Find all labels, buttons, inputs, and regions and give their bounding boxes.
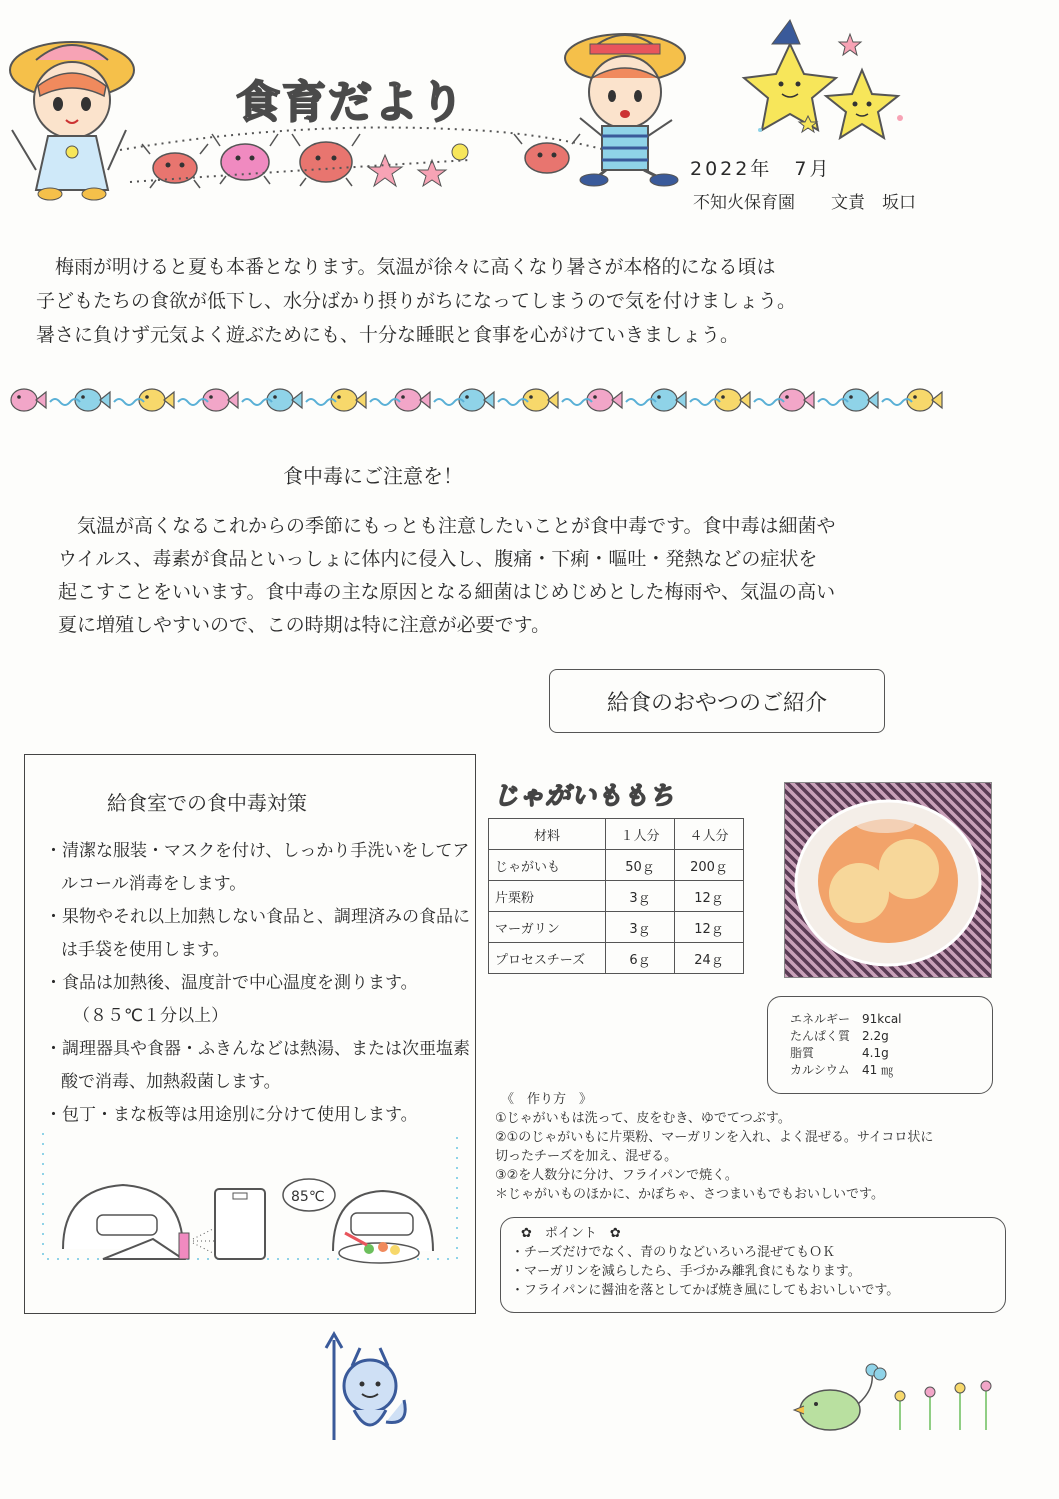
nutrition-label: カルシウム	[790, 1063, 850, 1077]
nutrition-row	[790, 1045, 992, 1062]
cooks-illustration	[33, 1129, 467, 1309]
author-credit: 文責 坂口	[831, 193, 916, 213]
recipe-method	[495, 1090, 1005, 1204]
boy-character-illustration	[565, 34, 685, 186]
food-poisoning-title: 食中毒にご注意を！	[283, 464, 463, 488]
intro-line: 子どもたちの食欲が低下し、水分ばかり摂りがちになってしまうので気を付けましょう。	[36, 290, 797, 312]
table-cell: マーガリン	[489, 912, 606, 943]
table-row	[489, 912, 744, 943]
paragraph-line: 夏に増殖しやすいので、この時期は特に注意が必要です。	[58, 614, 551, 636]
newsletter-title: 食育だより	[236, 77, 466, 128]
issue-date: 2022年 7月	[690, 158, 832, 180]
measure-text: 食品は加熱後、温度計で中心温度を測ります。	[62, 973, 418, 993]
table-row	[489, 943, 744, 974]
snack-intro-heading: 給食のおやつのご紹介	[549, 669, 885, 733]
tips-title: ✿ ポイント ✿	[521, 1226, 621, 1241]
tip-item: ・マーガリンを減らしたら、手づかみ離乳食にもなります。	[511, 1264, 861, 1279]
list-item	[41, 835, 471, 901]
fish-border-divider	[10, 380, 985, 420]
nutrition-label: エネルギー	[790, 1012, 851, 1026]
paragraph-line: 気温が高くなるこれからの季節にもっとも注意したいことが食中毒です。食中毒は細菌や	[58, 515, 836, 537]
method-step: 切ったチーズを加え、混ぜる。	[495, 1149, 678, 1164]
nutrition-value: 4.1g	[862, 1046, 889, 1060]
nutrition-value: 91kcal	[862, 1012, 902, 1026]
method-title: 《 作り方 》	[501, 1092, 593, 1107]
nutrition-row	[790, 1028, 992, 1045]
intro-line: 暑さに負けず元気よく遊ぶためにも、十分な睡眠と食事を心がけていきましょう。	[36, 324, 740, 346]
tip-item: ・チーズだけでなく、青のりなどいろいろ混ぜてもＯＫ	[511, 1245, 836, 1260]
list-item	[41, 967, 471, 1033]
food-poisoning-paragraph	[58, 510, 998, 642]
measures-list	[41, 835, 471, 1132]
table-cell: 12ｇ	[675, 881, 744, 912]
method-step: ＊じゃがいものほかに、かぼちゃ、さつまいもでもおいしいです。	[495, 1187, 884, 1202]
nutrition-box	[767, 996, 993, 1094]
paragraph-line: ウイルス、毒素が食品といっしょに体内に侵入し、腹痛・下痢・嘔吐・発熱などの症状を	[58, 548, 818, 570]
issuer-line	[693, 188, 916, 213]
measure-text: 調理器具や食器・ふきんなどは熱湯、または次亜塩素酸で消毒、加熱殺菌します。	[61, 1039, 470, 1092]
table-cell: 6ｇ	[606, 943, 675, 974]
list-item	[41, 1099, 471, 1132]
table-cell: じゃがいも	[489, 850, 606, 881]
snack-photo	[784, 782, 992, 978]
measure-text: 果物やそれ以上加熱しない食品と、調理済みの食品には手袋を使用します。	[61, 907, 470, 960]
nutrition-value: 2.2g	[862, 1029, 889, 1043]
list-item	[41, 901, 471, 967]
blue-imp-illustration	[320, 1330, 420, 1450]
temperature-note: （８５℃１分以上）	[73, 1006, 229, 1026]
table-cell: 24ｇ	[675, 943, 744, 974]
paragraph-line: 起こすことをいいます。食中毒の主な原因となる細菌はじめじめとした梅雨や、気温の高い	[58, 581, 836, 603]
method-step: ①じゃがいもは洗って、皮をむき、ゆでてつぶす。	[495, 1111, 791, 1126]
table-cell: 片栗粉	[489, 881, 606, 912]
table-cell: 50ｇ	[606, 850, 675, 881]
measure-text: 包丁・まな板等は用途別に分けて使用します。	[62, 1105, 418, 1125]
measure-text: 清潔な服装・マスクを付け、しっかり手洗いをしてアルコール消毒をします。	[61, 841, 470, 894]
girl-character-illustration	[10, 42, 134, 200]
table-header-row	[489, 819, 744, 850]
bird-and-flowers-illustration	[790, 1360, 1000, 1440]
nutrition-value: 41 ㎎	[862, 1063, 894, 1077]
column-header: 材料	[489, 819, 606, 850]
nutrition-row	[790, 1062, 992, 1079]
table-cell: 3ｇ	[606, 912, 675, 943]
table-row	[489, 881, 744, 912]
table-cell: 200ｇ	[675, 850, 744, 881]
tip-item: ・フライパンに醤油を落としてかば焼き風にしてもおいしいです。	[511, 1283, 900, 1298]
column-header: ４人分	[675, 819, 744, 850]
recipe-name: じゃがいももち	[493, 781, 676, 810]
tips-box	[500, 1217, 1006, 1313]
crab-row-illustration	[120, 128, 640, 189]
kitchen-measures-box	[24, 754, 476, 1314]
table-cell: プロセスチーズ	[489, 943, 606, 974]
table-cell: 3ｇ	[606, 881, 675, 912]
column-header: １人分	[606, 819, 675, 850]
nutrition-label: たんぱく質	[790, 1029, 851, 1043]
intro-line: 梅雨が明けると夏も本番となります。気温が徐々に高くなり暑さが本格的になる頃は	[36, 256, 776, 278]
table-cell: 12ｇ	[675, 912, 744, 943]
list-item	[41, 1033, 471, 1099]
thermometer-label: 85℃	[291, 1189, 325, 1205]
nutrition-row	[790, 1011, 992, 1028]
method-step: ③②を人数分に分け、フライパンで焼く。	[495, 1168, 738, 1183]
star-characters-illustration	[744, 20, 903, 138]
measures-title: 給食室での食中毒対策	[107, 791, 307, 815]
ingredients-table	[488, 818, 744, 974]
method-step: ②①のじゃがいもに片栗粉、マーガリンを入れ、よく混ぜる。サイコロ状に	[495, 1130, 934, 1145]
nutrition-label: 脂質	[790, 1046, 815, 1060]
nursery-name: 不知火保育園	[693, 193, 795, 213]
table-row	[489, 850, 744, 881]
intro-paragraph	[36, 250, 996, 352]
